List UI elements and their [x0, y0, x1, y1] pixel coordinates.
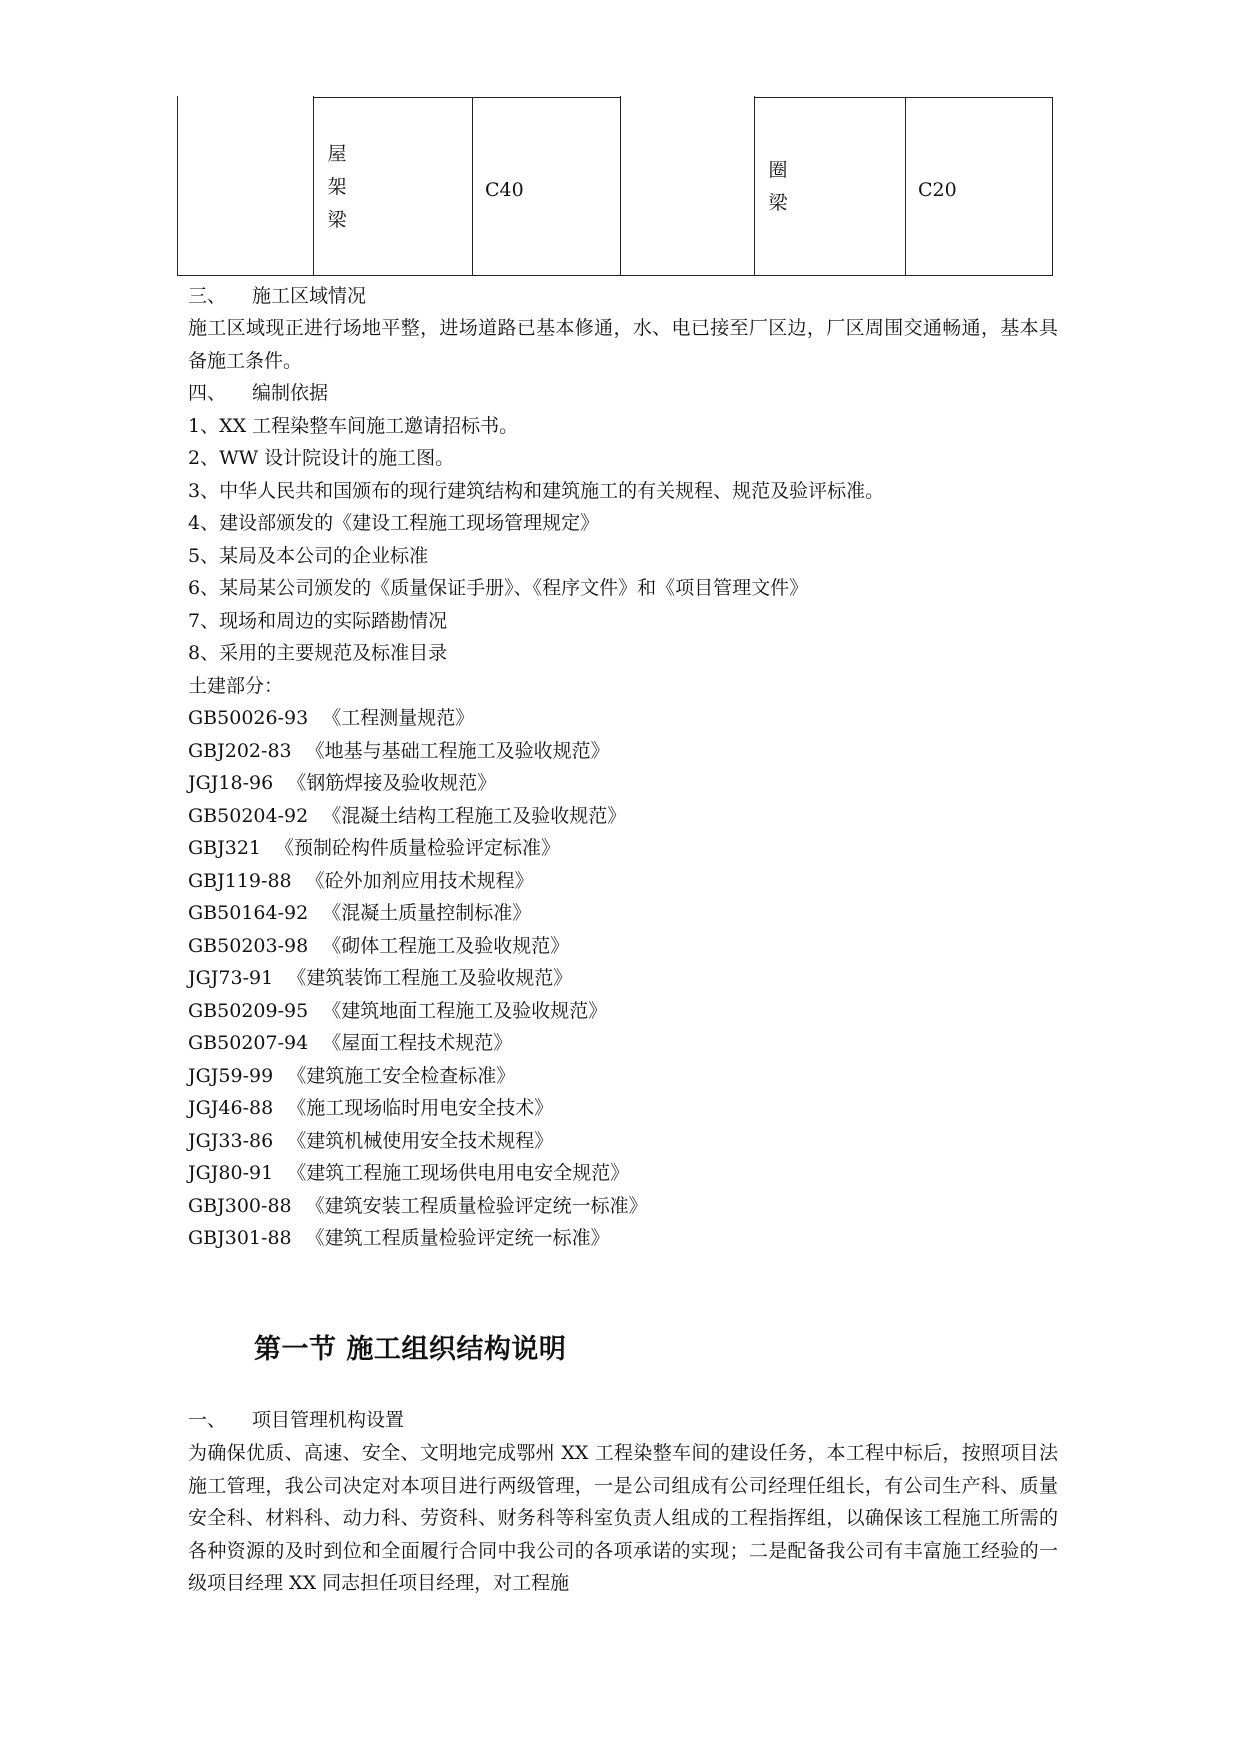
member-label-char: 梁 — [768, 192, 788, 214]
list-item: 5、某局及本公司的企业标准 — [188, 545, 429, 567]
standard-item — [188, 930, 569, 962]
standard-item — [188, 702, 474, 734]
member-label-char: 架 — [327, 176, 347, 198]
table-cell-member-label — [313, 97, 473, 276]
section-title: 项目管理机构设置 — [252, 1409, 405, 1431]
standard-name: 《工程测量规范》 — [322, 707, 475, 729]
section-heading — [188, 1404, 404, 1436]
standard-code: JGJ18-96 — [188, 772, 274, 794]
standard-code: GB50209-95 — [188, 1000, 309, 1022]
member-label-char: 圈 — [768, 159, 788, 181]
section-body: 为确保优质、高速、安全、文明地完成鄂州 XX 工程染整车间的建设任务，本工程中标后，按照项目法施工管理，我公司决定对本项目进行两级管理，一是公司组成有公司经理任组长，有公司生产科、质量安全科、材料科、动力科、劳资科、财务科等科室负责人组成的工程指挥组，以确保该工程施工所需的各种资源的及时到位和全面履行合同中我公司的各项承诺的实现；二是配备我公司有丰富施工经验的一级项目经理 XX 同志担任项目经理，对工程施 — [188, 1442, 1058, 1594]
standard-item — [188, 962, 572, 994]
standard-name: 《预制砼构件质量检验评定标准》 — [275, 837, 561, 859]
standard-name: 《钢筋焊接及验收规范》 — [287, 772, 497, 794]
standard-name: 《地基与基础工程施工及验收规范》 — [305, 740, 610, 762]
standard-code: GBJ321 — [188, 837, 262, 859]
section-heading — [188, 280, 366, 312]
list-item: 3、中华人民共和国颁布的现行建筑结构和建筑施工的有关规程、规范及验评标准。 — [188, 480, 885, 502]
list-item: 1、XX 工程染整车间施工邀请招标书。 — [188, 415, 519, 437]
standard-item — [188, 995, 607, 1027]
standard-item — [188, 735, 610, 767]
member-label-char: 屋 — [327, 143, 347, 165]
standard-name: 《混凝土结构工程施工及验收规范》 — [322, 805, 627, 827]
standard-name: 《建筑安装工程质量检验评定统一标准》 — [305, 1195, 648, 1217]
standard-code: GBJ119-88 — [188, 870, 292, 892]
standard-code: JGJ59-99 — [188, 1065, 274, 1087]
standard-code: GB50026-93 — [188, 707, 309, 729]
concrete-grade-value: C20 — [918, 179, 957, 201]
table-cell-grade — [905, 97, 1053, 276]
list-item: 7、现场和周边的实际踏勘情况 — [188, 610, 448, 632]
standard-code: GBJ202-83 — [188, 740, 292, 762]
standard-name: 《建筑装饰工程施工及验收规范》 — [287, 967, 573, 989]
section-body: 施工区域现正进行场地平整，进场道路已基本修通，水、电已接至厂区边，厂区周围交通畅通，基本具备施工条件。 — [188, 317, 1058, 372]
standard-code: JGJ80-91 — [188, 1162, 274, 1184]
standard-item — [188, 800, 626, 832]
section-title: 施工区域情况 — [252, 285, 367, 307]
standard-name: 《砌体工程施工及验收规范》 — [322, 935, 570, 957]
standard-item — [188, 1092, 553, 1124]
standard-code: GB50204-92 — [188, 805, 309, 827]
section-title: 编制依据 — [252, 382, 329, 404]
standard-code: JGJ73-91 — [188, 967, 274, 989]
table-cell-member-label — [754, 97, 906, 276]
standard-code: JGJ46-88 — [188, 1097, 274, 1119]
standard-code: GBJ301-88 — [188, 1227, 292, 1249]
standard-item — [188, 767, 496, 799]
member-label-char: 梁 — [327, 209, 347, 231]
standard-code: GB50203-98 — [188, 935, 309, 957]
standard-item — [188, 1157, 629, 1189]
standard-name: 《施工现场临时用电安全技术》 — [287, 1097, 554, 1119]
chapter-heading: 第一节 施工组织结构说明 — [254, 1334, 567, 1365]
section-heading — [188, 377, 328, 409]
standard-item — [188, 1125, 553, 1157]
standard-name: 《混凝土质量控制标准》 — [322, 902, 532, 924]
standard-name: 《建筑工程质量检验评定统一标准》 — [305, 1227, 610, 1249]
standard-name: 《建筑机械使用安全技术规程》 — [287, 1130, 554, 1152]
standard-code: GBJ300-88 — [188, 1195, 292, 1217]
standard-name: 《建筑地面工程施工及验收规范》 — [322, 1000, 608, 1022]
standard-name: 《屋面工程技术规范》 — [322, 1032, 513, 1054]
standard-item — [188, 832, 560, 864]
table-cell-empty-middle — [620, 96, 755, 276]
standard-item — [188, 897, 531, 929]
table-cell-grade — [472, 97, 621, 276]
standard-name: 《建筑工程施工现场供电用电安全规范》 — [287, 1162, 630, 1184]
standard-item — [188, 1060, 515, 1092]
standard-code: GB50164-92 — [188, 902, 309, 924]
standard-item — [188, 865, 534, 897]
standard-item — [188, 1027, 512, 1059]
standard-code: JGJ33-86 — [188, 1130, 274, 1152]
list-item: 6、某局某公司颁发的《质量保证手册》、《程序文件》和《项目管理文件》 — [188, 577, 809, 599]
standard-item — [188, 1222, 610, 1254]
section-number: 三、 — [188, 285, 227, 307]
section-number: 一、 — [188, 1409, 227, 1431]
standard-name: 《建筑施工安全检查标准》 — [287, 1065, 516, 1087]
list-item: 8、采用的主要规范及标准目录 — [188, 642, 448, 664]
section-number: 四、 — [188, 382, 227, 404]
list-item: 4、建设部颁发的《建设工程施工现场管理规定》 — [188, 512, 600, 534]
concrete-grade-value: C40 — [485, 179, 524, 201]
subsection-label: 土建部分： — [188, 675, 284, 697]
table-cell-empty-left — [177, 96, 314, 276]
standard-item — [188, 1190, 648, 1222]
standard-name: 《砼外加剂应用技术规程》 — [305, 870, 534, 892]
list-item: 2、WW 设计院设计的施工图。 — [188, 447, 455, 469]
standard-code: GB50207-94 — [188, 1032, 309, 1054]
